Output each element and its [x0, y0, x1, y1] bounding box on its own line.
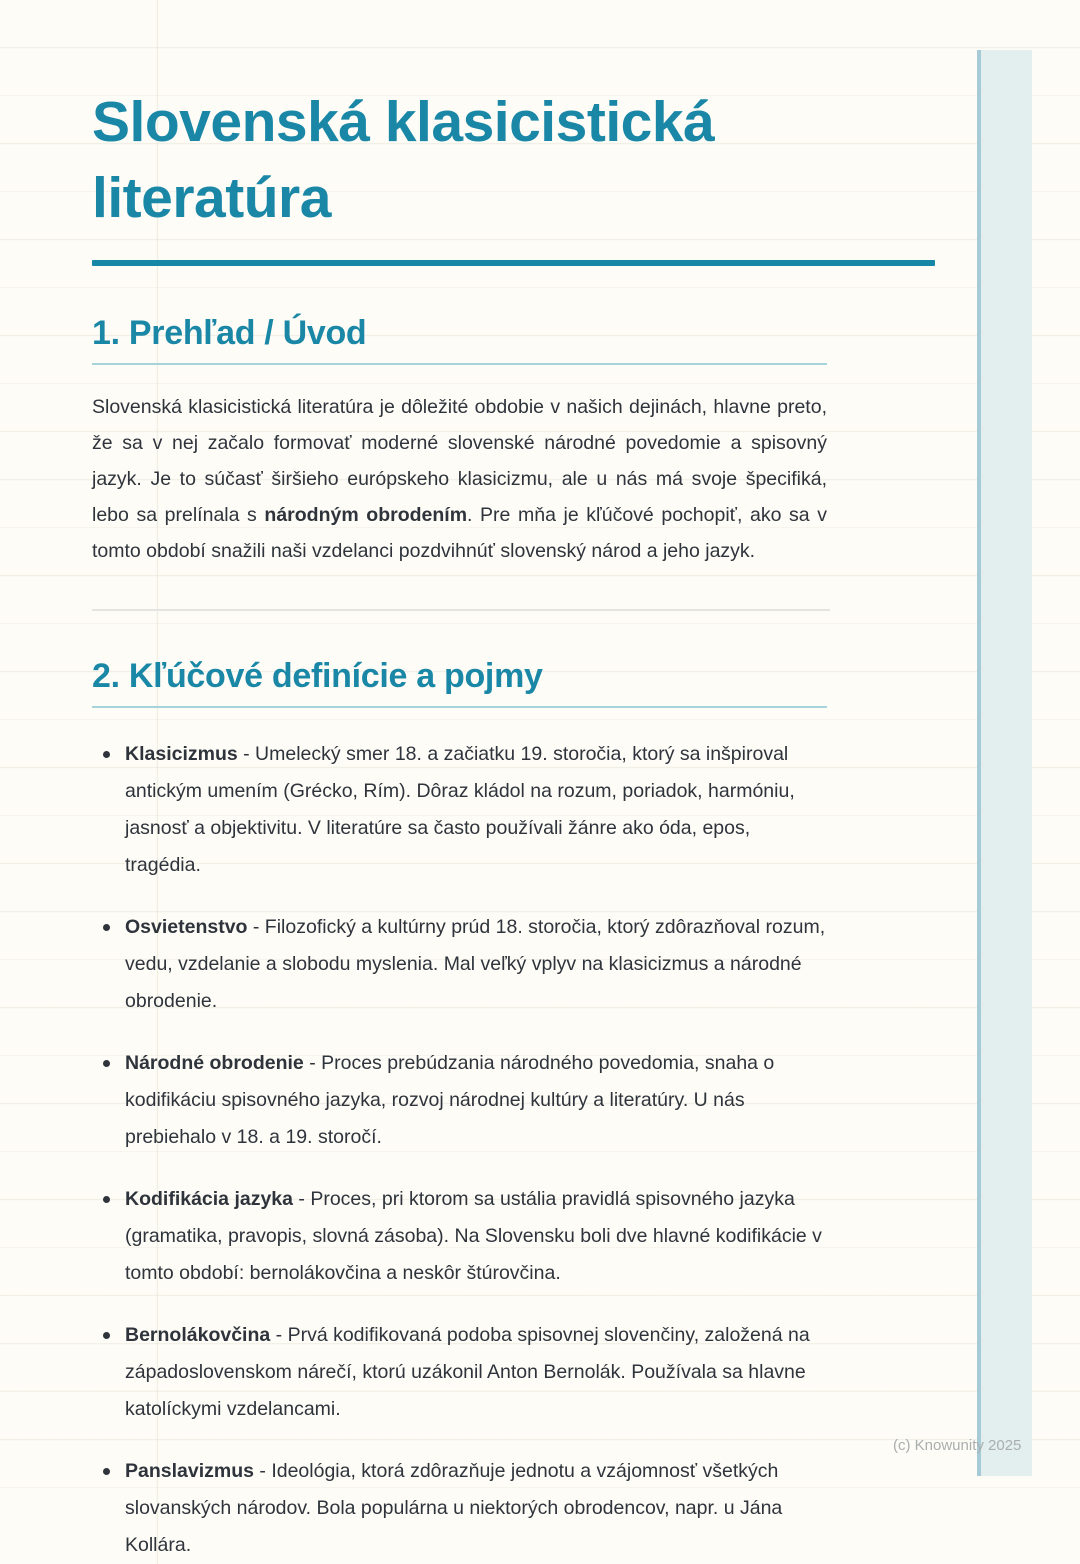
intro-bold-phrase: národným obrodením — [264, 504, 468, 526]
definition-text: - Prvá kodifikovaná podoba spisovnej slovenčiny, založená na západoslovenskom nárečí, ktorú uzákonil Anton Bernolák. Používala sa hlavne katolíckymi vzdelancami. — [125, 1324, 810, 1420]
intro-paragraph — [92, 389, 827, 569]
definition-term: Kodifikácia jazyka — [125, 1188, 293, 1210]
definition-term: Bernolákovčina — [125, 1324, 271, 1346]
bullet-icon — [103, 1332, 110, 1339]
list-item — [92, 1181, 827, 1292]
definition-text: - Proces, pri ktorom sa ustália pravidlá spisovného jazyka (gramatika, pravopis, slovná zásoba). Na Slovensku boli dve hlavné kodifikácie v tomto období: bernolákovčina a neskôr štúrovčina. — [125, 1188, 822, 1284]
definition-term: Národné obrodenie — [125, 1052, 304, 1074]
section-heading-definitions: 2. Kľúčové definície a pojmy — [92, 657, 543, 695]
bullet-icon — [103, 1060, 110, 1067]
section-underline — [92, 706, 827, 708]
section-underline — [92, 363, 827, 365]
definition-term: Panslavizmus — [125, 1460, 254, 1482]
bullet-icon — [103, 924, 110, 931]
bullet-icon — [103, 751, 110, 758]
definition-text: - Filozofický a kultúrny prúd 18. storočia, ktorý zdôrazňoval rozum, vedu, vzdelanie a slobodu myslenia. Mal veľký vplyv na klasicizmus a národné obrodenie. — [125, 916, 826, 1012]
title-rule — [92, 260, 935, 266]
list-item — [92, 909, 827, 1020]
definition-term: Osvietenstvo — [125, 916, 248, 938]
list-item — [92, 1045, 827, 1156]
right-edge-stripe — [977, 50, 1032, 1476]
list-item — [92, 1453, 827, 1564]
intro-text-before: Slovenská klasicistická literatúra je dôležité obdobie v našich dejinách, hlavne preto, že sa v nej začalo formovať moderné slovenské národné povedomie a spisovný jazyk. Je to súčasť širšieho európskeho klasicizmu, ale u nás má svoje špecifiká, lebo sa prelínala s — [92, 396, 827, 526]
definition-text: - Proces prebúdzania národného povedomia, snaha o kodifikáciu spisovného jazyka, rozvoj národnej kultúry a literatúry. U nás prebiehalo v 18. a 19. storočí. — [125, 1052, 775, 1148]
bullet-icon — [103, 1468, 110, 1475]
footer-credit: (c) Knowunity 2025 — [893, 1437, 1022, 1454]
definition-term: Klasicizmus — [125, 743, 238, 765]
definitions-list — [92, 736, 827, 1564]
list-item — [92, 1317, 827, 1428]
section-heading-overview: 1. Prehľad / Úvod — [92, 314, 367, 352]
section-divider — [92, 609, 830, 611]
definition-text: - Umelecký smer 18. a začiatku 19. storočia, ktorý sa inšpiroval antickým umením (Grécko, Rím). Dôraz kládol na rozum, poriadok, harmóniu, jasnosť a objektivitu. V literatúre sa často používali žánre ako óda, epos, tragédia. — [125, 743, 795, 876]
page-content — [92, 0, 827, 1564]
list-item — [92, 736, 827, 884]
page-title: Slovenská klasicistická literatúra — [92, 90, 715, 230]
bullet-icon — [103, 1196, 110, 1203]
intro-text-after: . Pre mňa je kľúčové pochopiť, ako sa v tomto období snažili naši vzdelanci pozdvihnúť slovenský národ a jeho jazyk. — [92, 504, 827, 562]
definition-text: - Ideológia, ktorá zdôrazňuje jednotu a vzájomnosť všetkých slovanských národov. Bola populárna u niektorých obrodencov, napr. u Jána Kollára. — [125, 1460, 783, 1556]
